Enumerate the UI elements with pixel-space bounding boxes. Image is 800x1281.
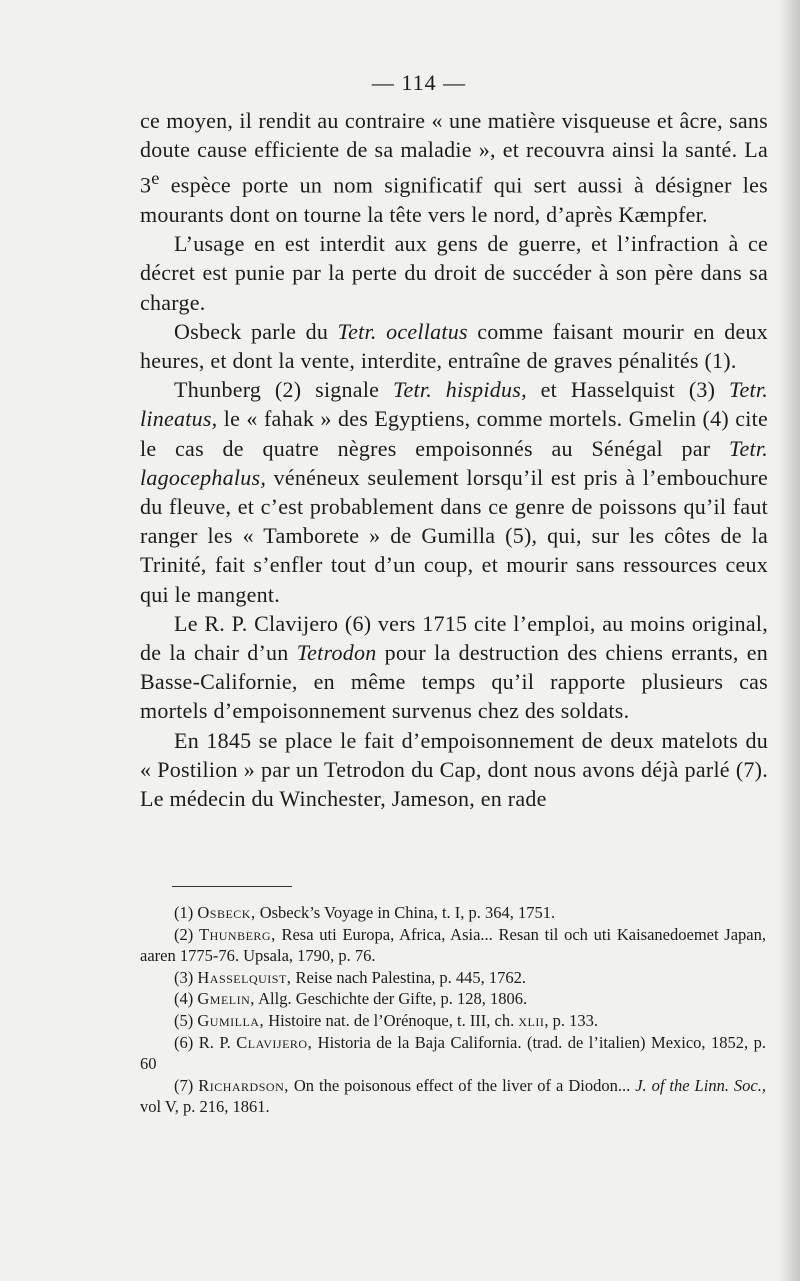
footnote-divider: [172, 886, 292, 887]
paragraph: [140, 375, 768, 609]
small-caps-text-run: Gmelin,: [197, 989, 255, 1009]
small-caps-text-run: xlii: [518, 1010, 545, 1030]
text-run: Le R. P. Clavijero (6) vers 1715 cite l’emploi, au moins original, de la chair d’un: [140, 610, 768, 665]
superscript-text-run: e: [151, 168, 160, 189]
footnote: [140, 924, 766, 967]
paragraph: [140, 726, 768, 814]
text-run: et Hasselquist (3): [526, 377, 730, 403]
page-edge-shadow: [778, 0, 800, 1281]
small-caps-text-run: Gumilla,: [197, 1010, 265, 1030]
small-caps-text-run: Thunberg,: [199, 924, 276, 944]
italic-text-run: Tetr. lineatus,: [140, 377, 768, 432]
small-caps-text-run: Hasselquist,: [197, 967, 292, 987]
footnote: [140, 1010, 766, 1032]
footnote: [140, 967, 766, 989]
footnote: [140, 1032, 766, 1075]
text-run: Osbeck’s Voyage in China, t. I, p. 364, 1751.: [255, 903, 556, 922]
text-run: L’usage en est interdit aux gens de guerre, et l’infraction à ce décret est punie par la perte du droit de succéder à son père dans sa charge.: [140, 231, 768, 315]
text-run: En 1845 se place le fait d’empoisonnement de deux matelots du « Postilion » par un Tetrodon du Cap, dont nous avons déjà parlé (7). Le médecin du Winchester, Jameson, en rade: [140, 727, 768, 811]
paragraph: [140, 609, 768, 726]
text-run: (2): [174, 924, 199, 944]
footnote: [140, 988, 766, 1010]
text-run: pour la destruction des chiens errants, en Basse-Californie, en même temps qu’il rapporte plusieurs cas mortels d’empoisonnement survenus chez des soldats.: [140, 639, 769, 724]
text-run: vénéneux seulement lorsqu’il est pris à l’embouchure du fleuve, et c’est probablement dans ce genre de poissons qu’il faut ranger les « Tamborete » de Gumilla (5), qui, sur les côtes de la Trinité, fait s’enfler tout d’un coup, et mourir sans ressources ceux qui le mangent.: [140, 464, 768, 607]
text-run: Allg. Geschichte der Gifte, p. 128, 1806.: [254, 989, 528, 1009]
text-run: comme faisant mourir en deux heures, et dont la vente, interdite, entraîne de graves pénalités (1).: [140, 318, 768, 373]
paragraph: [140, 229, 768, 317]
page-number: — 114 —: [371, 70, 467, 95]
italic-text-run: Tetrodon: [296, 639, 377, 665]
small-caps-text-run: Richardson,: [198, 1075, 289, 1095]
italic-text-run: J. of the Linn. Soc.,: [635, 1075, 766, 1095]
text-run: Osbeck parle du: [174, 318, 338, 344]
italic-text-run: Tetr. lagocephalus,: [140, 435, 768, 490]
text-run: On the poisonous effect of the liver of a Diodon...: [288, 1075, 636, 1095]
text-run: espèce porte un nom significatif qui sert aussi à désigner les mourants dont on tourne la tête vers le nord, d’après Kæmpfer.: [140, 172, 768, 227]
small-caps-text-run: Osbeck,: [197, 903, 256, 922]
text-run: (4): [174, 989, 198, 1009]
footnote: [140, 902, 766, 924]
text-run: (6) R. P.: [174, 1032, 237, 1052]
italic-text-run: Tetr. hispidus,: [393, 377, 527, 403]
text-run: Historia de la Baja California. (trad. de l’italien) Mexico, 1852, p. 60: [140, 1032, 767, 1074]
text-run: (7): [174, 1075, 199, 1095]
text-run: (1): [174, 903, 198, 922]
text-run: Resa uti Europa, Africa, Asia... Resan til och uti Kaisanedoemet Japan, aaren 1775-76. Upsala, 1790, p. 76.: [140, 924, 766, 966]
text-run: Reise nach Palestina, p. 445, 1762.: [291, 967, 527, 987]
paragraph: [140, 106, 768, 229]
footnotes: [140, 902, 766, 1118]
italic-text-run: Tetr. ocellatus: [337, 318, 468, 344]
body-text: [140, 106, 768, 813]
footnote: [140, 1075, 766, 1118]
text-run: vol V, p. 216, 1861.: [140, 1097, 270, 1117]
small-caps-text-run: Clavijero,: [236, 1032, 313, 1052]
text-run: (5): [174, 1010, 198, 1030]
text-run: , p. 133.: [544, 1010, 598, 1030]
text-run: Thunberg (2) signale: [174, 377, 393, 403]
text-run: Histoire nat. de l’Orénoque, t. III, ch.: [264, 1010, 519, 1030]
text-run: le « fahak » des Egyptiens, comme mortels. Gmelin (4) cite le cas de quatre nègres empoisonnés au Sénégal par: [140, 406, 768, 461]
text-run: ce moyen, il rendit au contraire « une matière visqueuse et âcre, sans doute cause efficiente de sa maladie », et recouvra ainsi la santé. La 3: [140, 108, 768, 198]
text-run: (3): [174, 967, 198, 987]
paragraph: [140, 317, 768, 375]
